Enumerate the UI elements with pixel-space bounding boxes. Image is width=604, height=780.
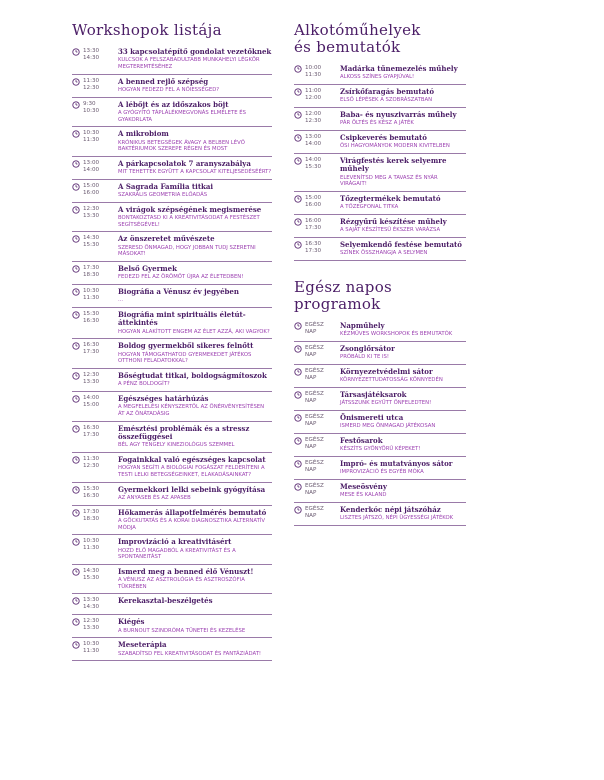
clock-icon <box>72 395 80 403</box>
schedule-entry <box>72 98 272 128</box>
entry-end-time: 11:30 <box>83 545 100 552</box>
right-column <box>294 22 466 526</box>
schedule-entry <box>294 365 466 388</box>
entry-description: A GYÓGYÍTÓ TÁPLÁLÉKMEGVONÁS ELMÉLETE ÉS GYAKORLATA <box>118 110 246 123</box>
schedule-entry <box>72 127 272 157</box>
clock-icon <box>294 65 302 73</box>
entry-title: Ismerd meg a benned élő Vénuszt! <box>118 566 254 576</box>
entry-time <box>294 88 340 102</box>
clock-icon <box>72 288 80 296</box>
clock-icon <box>72 641 80 649</box>
entry-time <box>72 206 118 220</box>
clock-icon <box>294 368 302 376</box>
workshops-demos-title: Alkotóműhelyek és bemutatók <box>294 21 421 56</box>
schedule-entry <box>294 480 466 503</box>
entry-title: Zsírkőfaragás bemutató <box>340 87 435 96</box>
clock-icon <box>294 506 302 514</box>
entry-description: KÖRNYEZETTUDATOSSÁG KÖNNYEDÉN <box>340 377 443 384</box>
entry-title: Kiégés <box>118 617 145 627</box>
entry-end-time: 10:30 <box>83 107 100 114</box>
entry-start-time: 13:30 <box>83 48 100 54</box>
entry-description: FEDEZD FEL AZ ÖRÖMÖT ÚJRA AZ ÉLETEDBEN! <box>118 274 244 281</box>
entry-start-time: 11:00 <box>305 88 322 94</box>
schedule-entry <box>72 453 272 483</box>
entry-start-time: 16:30 <box>305 241 322 247</box>
entry-description: ŐSI HAGYOMÁNYOK MODERN KIVITELBEN <box>340 143 450 150</box>
clock-icon <box>72 538 80 546</box>
clock-icon <box>294 157 302 165</box>
clock-icon <box>72 183 80 191</box>
clock-icon <box>72 160 80 168</box>
entry-description: A BURNOUT SZINDRÓMA TÜNETEI ÉS KEZELÉSE <box>118 627 246 634</box>
entry-start-time: 14:30 <box>83 567 100 574</box>
entry-description: BONTAKOZTASD KI A KREATIVITÁSODAT A FESTÉSZET SEGÍTSÉGÉVEL! <box>118 215 260 228</box>
entry-title: A párkapcsolatok 7 aranyszabálya <box>118 158 251 168</box>
entry-description: A GÖCKUTATÁS ÉS A KORAI DIAGNOSZTIKA ALTERNATÍV MÓDJA <box>118 517 265 531</box>
entry-title: Belső Gyermek <box>118 263 177 273</box>
entry-time <box>72 235 118 249</box>
schedule-entry <box>72 157 272 180</box>
entry-time <box>294 414 340 428</box>
entry-title: Önismereti utca <box>340 413 404 422</box>
entry-title: Az önszeretet művészete <box>118 234 215 244</box>
schedule-entry <box>72 422 272 453</box>
entry-start-time: 14:00 <box>305 157 322 163</box>
entry-end-time: NAP <box>305 352 317 358</box>
clock-icon <box>294 391 302 399</box>
entry-start-time: 11:30 <box>83 77 100 84</box>
schedule-entry <box>294 192 466 215</box>
entry-title: Biográfia mint spirituális életút-áttekintés <box>118 309 246 328</box>
entry-title: Napműhely <box>340 321 385 330</box>
entry-description: A PÉNZ BOLDOGÍT? <box>118 381 170 388</box>
entry-title: Impró- és mutatványos sátor <box>340 459 453 468</box>
schedule-entry <box>72 638 272 661</box>
schedule-entry <box>72 75 272 98</box>
clock-icon <box>294 134 302 142</box>
entry-start-time: EGÉSZ <box>305 483 324 489</box>
schedule-entry <box>72 339 272 369</box>
entry-start-time: EGÉSZ <box>305 460 324 466</box>
entry-end-time: NAP <box>305 375 317 381</box>
entry-title: Egészséges határhúzás <box>118 393 209 403</box>
entry-description: ISMERD MEG ÖNMAGAD JÁTÉKOSAN <box>340 423 436 430</box>
entry-title: Virágfestés kerek selyemre műhely <box>340 156 447 174</box>
entry-start-time: EGÉSZ <box>305 368 324 374</box>
entry-end-time: 14:30 <box>83 604 100 611</box>
entry-title: Környezetvédelmi sátor <box>340 367 433 376</box>
clock-icon <box>72 597 80 605</box>
entry-end-time: 17:30 <box>305 225 322 231</box>
entry-description: HOGYAN ALAKÍTOTT ENGEM AZ ÉLET AZZÁ, AKI VAGYOK? <box>118 328 270 335</box>
entry-end-time: 11:30 <box>305 72 322 78</box>
entry-start-time: 10:30 <box>83 130 100 137</box>
entry-time <box>72 641 118 655</box>
entry-end-time: 14:00 <box>83 166 100 173</box>
schedule-entry <box>72 369 272 392</box>
entry-description: PRÓBÁLD KI TE IS! <box>340 354 390 361</box>
entry-time <box>72 130 118 144</box>
clock-icon <box>294 345 302 353</box>
entry-time <box>294 195 340 209</box>
clock-icon <box>294 460 302 468</box>
schedule-entry <box>294 85 466 108</box>
clock-icon <box>294 322 302 330</box>
entry-start-time: EGÉSZ <box>305 414 324 420</box>
schedule-entry <box>294 238 466 261</box>
clock-icon <box>72 618 80 626</box>
entry-time <box>72 425 118 439</box>
entry-start-time: 10:30 <box>83 641 100 648</box>
entry-time <box>72 183 118 197</box>
schedule-entry <box>72 308 272 339</box>
schedule-entry <box>294 131 466 154</box>
clock-icon <box>72 372 80 380</box>
entry-description: SZAKRÁLIS GEOMETRIA ELŐADÁS <box>118 192 208 199</box>
workshops-demos-list <box>294 62 466 261</box>
clock-icon <box>72 78 80 86</box>
entry-title: Fogainkkal való egészséges kapcsolat <box>118 454 266 464</box>
clock-icon <box>294 483 302 491</box>
entry-title: 33 kapcsolatépítő gondolat vezetőknek <box>118 47 272 56</box>
entry-end-time: 14:30 <box>83 55 100 61</box>
entry-start-time: 9:30 <box>83 100 96 107</box>
clock-icon <box>72 568 80 576</box>
clock-icon <box>72 425 80 433</box>
entry-start-time: 15:30 <box>83 485 100 492</box>
entry-time <box>294 322 340 336</box>
entry-end-time: 15:30 <box>83 242 100 249</box>
entry-start-time: 12:30 <box>83 205 100 212</box>
entry-title: Kenderkóc népi játszóház <box>340 505 441 514</box>
entry-end-time: NAP <box>305 467 317 473</box>
schedule-entry <box>72 565 272 595</box>
entry-end-time: 13:30 <box>83 378 100 385</box>
entry-description: MESE ÉS KALAND <box>340 492 387 499</box>
entry-description: PÁR ÖLTÉS ÉS KÉSZ A JÁTÉK <box>340 120 414 127</box>
schedule-entry <box>294 411 466 434</box>
entry-end-time: 18:30 <box>83 515 100 522</box>
entry-time <box>294 111 340 125</box>
entry-time <box>72 568 118 582</box>
entry-title: A lébőjt és az időszakos böjt <box>118 99 229 109</box>
entry-description: ALKOSS SZÍNES GYAPJÚVAL! <box>340 74 415 81</box>
entry-end-time: 15:30 <box>305 164 322 170</box>
entry-start-time: 10:30 <box>83 287 100 294</box>
clock-icon <box>294 437 302 445</box>
entry-description: HOZD ELŐ MAGADBÓL A KREATIVITÁST ÉS A SPONTANEITÁST <box>118 547 236 561</box>
schedule-entry <box>72 45 272 75</box>
entry-time <box>294 65 340 79</box>
entry-time <box>294 437 340 451</box>
entry-description: HOGYAN SEGÍTI A BIOLÓGIAI FOGÁSZAT FELDERÍTENI A TESTI LELKI BETEGSÉGEINKET, ELAKADÁSAINKAT? <box>118 465 265 478</box>
entry-start-time: 17:30 <box>83 508 100 515</box>
entry-end-time: NAP <box>305 398 317 404</box>
entry-description: IMPROVIZÁCIÓ ÉS EGYÉB MÓKA <box>340 469 424 476</box>
entry-end-time: 14:00 <box>305 141 322 147</box>
entry-start-time: 13:30 <box>83 597 100 604</box>
entry-start-time: 10:00 <box>305 65 322 71</box>
entry-time <box>72 288 118 302</box>
clock-icon <box>72 265 80 273</box>
entry-end-time: 15:30 <box>83 574 100 581</box>
entry-end-time: NAP <box>305 490 317 496</box>
entry-time <box>294 134 340 148</box>
entry-description: BÉL AGY TENGELY KINEZIOLÓGUS SZEMMEL <box>118 442 235 449</box>
entry-time <box>72 456 118 470</box>
entry-end-time: 11:30 <box>83 294 100 301</box>
entry-time <box>72 395 118 409</box>
entry-start-time: 16:30 <box>83 424 100 431</box>
entry-start-time: EGÉSZ <box>305 506 324 512</box>
entry-description: JÁTSSZUNK EGYÜTT ÖNFELEDTEN! <box>340 400 432 407</box>
all-day-programs-title: Egész napos programok <box>294 278 393 313</box>
entry-start-time: 13:00 <box>305 134 322 140</box>
schedule-entry <box>294 215 466 238</box>
entry-title: Boldog gyermekből sikeres felnőtt <box>118 341 254 351</box>
entry-description: ELSŐ LÉPÉSEK A SZOBRÁSZATBAN <box>340 97 433 104</box>
entry-description: AZ ANYASEB ÉS AZ APASEB <box>118 494 191 501</box>
entry-time <box>72 78 118 92</box>
entry-start-time: 15:30 <box>83 310 100 317</box>
schedule-entry <box>72 203 272 233</box>
entry-end-time: 16:00 <box>305 202 322 208</box>
entry-end-time: NAP <box>305 513 317 519</box>
entry-end-time: 18:30 <box>83 271 100 278</box>
schedule-entry <box>294 154 466 192</box>
entry-end-time: 16:30 <box>83 317 100 324</box>
entry-start-time: EGÉSZ <box>305 345 324 351</box>
entry-title: Gyermekkori lelki sebeink gyógyítása <box>118 484 266 494</box>
entry-time <box>72 486 118 500</box>
entry-description: SZÍNEK ÖSSZHANGJA A SELYMEN <box>340 250 428 257</box>
schedule-entry <box>294 457 466 480</box>
entry-description: KULCSOK A FELSZABADULTABB MUNKAHELYI LÉGKÖR MEGTEREMTÉSÉHEZ <box>118 57 260 70</box>
entry-end-time: 12:30 <box>83 84 100 91</box>
entry-end-time: 16:00 <box>83 189 100 196</box>
schedule-entry <box>72 232 272 262</box>
entry-title: Madárka tűnemezelés műhely <box>340 64 458 73</box>
entry-time <box>294 483 340 497</box>
entry-start-time: 12:30 <box>83 618 100 625</box>
entry-time <box>72 342 118 356</box>
entry-end-time: 17:30 <box>83 349 100 356</box>
clock-icon <box>72 311 80 319</box>
schedule-entry <box>72 180 272 203</box>
entry-description: KRÓNIKUS BETEGSÉGEK ÁVAGY A BELBEN LÉVŐ BAKTÉRIUMOK SZEREPE RÉGEN ÉS MOST <box>118 139 245 153</box>
clock-icon <box>294 88 302 96</box>
clock-icon <box>72 235 80 243</box>
entry-title: Tőzegtermékek bemutató <box>340 194 441 203</box>
entry-title: Improvizáció a kreativitásért <box>118 537 232 547</box>
entry-title: Rézgyűrű készítése műhely <box>340 217 447 226</box>
entry-start-time: 11:30 <box>83 455 100 462</box>
entry-description: LISZTES JÁTSZÓ, NÉPI ÜGYESSÉGI JÁTÉKOK <box>340 515 454 522</box>
entry-end-time: 12:30 <box>83 462 100 469</box>
schedule-entry <box>72 594 272 615</box>
entry-start-time: 10:30 <box>83 538 100 545</box>
entry-start-time: 16:30 <box>83 342 100 349</box>
clock-icon <box>294 414 302 422</box>
clock-icon <box>72 342 80 350</box>
entry-title: Biográfia a Vénusz év jegyében <box>118 286 239 296</box>
entry-end-time: NAP <box>305 329 317 335</box>
clock-icon <box>72 509 80 517</box>
workshop-list <box>72 45 272 661</box>
entry-time <box>294 157 340 171</box>
entry-end-time: 17:30 <box>305 248 322 254</box>
entry-description: ... <box>118 297 124 304</box>
schedule-entry <box>72 615 272 638</box>
entry-time <box>72 311 118 325</box>
entry-title: Hőkamerás állapotfelmérés bemutató <box>118 507 267 517</box>
schedule-entry <box>294 108 466 131</box>
entry-title: Festősarok <box>340 436 383 445</box>
entry-time <box>72 597 118 611</box>
clock-icon <box>72 101 80 109</box>
entry-start-time: EGÉSZ <box>305 437 324 443</box>
entry-title: Meseterápia <box>118 640 167 650</box>
entry-time <box>72 618 118 632</box>
entry-start-time: 12:30 <box>83 371 100 378</box>
entry-title: A Sagrada Família titkai <box>118 181 214 191</box>
schedule-entry <box>72 262 272 285</box>
entry-title: Baba- és nyuszivarrás műhely <box>340 110 457 119</box>
clock-icon <box>72 456 80 464</box>
schedule-entry <box>294 342 466 365</box>
entry-start-time: 17:30 <box>83 264 100 271</box>
entry-description: A MEGFELELÉSI KÉNYSZERTŐL AZ ÖNÉRVÉNYESÍTÉSEN ÁT AZ ÖNÁTADÁSIG <box>118 404 265 417</box>
schedule-entry <box>72 506 272 536</box>
entry-description: ELEVENÍTSD MEG A TAVASZ ÉS NYÁR VIRÁGAIT! <box>340 174 438 188</box>
entry-description: MIT TEHETTEK EGYÜTT A KAPCSOLAT KITELJESEDÉSÉÉRT? <box>118 169 272 176</box>
entry-end-time: 13:30 <box>83 212 100 219</box>
entry-time <box>294 218 340 232</box>
clock-icon <box>72 48 80 56</box>
entry-time <box>72 538 118 552</box>
entry-start-time: 13:00 <box>83 159 100 166</box>
entry-start-time: 16:00 <box>305 218 322 224</box>
entry-time <box>294 460 340 474</box>
clock-icon <box>72 130 80 138</box>
entry-end-time: 16:30 <box>83 492 100 499</box>
entry-description: KÉSZÍTS GYÖNYÖRŰ KÉPEKET! <box>340 446 421 453</box>
entry-start-time: 14:00 <box>83 394 100 401</box>
clock-icon <box>294 241 302 249</box>
entry-end-time: 17:30 <box>83 431 100 438</box>
entry-start-time: EGÉSZ <box>305 322 324 328</box>
entry-start-time: 14:30 <box>83 235 100 242</box>
all-day-programs-list <box>294 319 466 526</box>
entry-description: A TŐZEGFONAL TITKA <box>340 204 399 211</box>
entry-time <box>294 391 340 405</box>
entry-start-time: 15:00 <box>83 182 100 189</box>
workshop-column <box>72 22 272 661</box>
entry-time <box>294 345 340 359</box>
entry-description: SZERESD ÖNMAGAD, HOGY JOBBAN TUDJ SZERETNI MÁSOKAT! <box>118 244 256 258</box>
entry-title: Társasjátéksarok <box>340 390 407 399</box>
entry-time <box>294 506 340 520</box>
entry-title: Csipkeverés bemutató <box>340 133 427 142</box>
entry-description: A SAJÁT KÉSZÍTESŰ ÉKSZER VARÁZSA <box>340 227 441 234</box>
entry-description: SZABADÍTSD FEL KREATIVITÁSODAT ÉS FANTÁZIÁDAT! <box>118 650 262 657</box>
entry-time <box>72 160 118 174</box>
entry-time <box>72 372 118 386</box>
schedule-entry <box>72 392 272 422</box>
workshop-list-title: Workshopok listája <box>72 21 222 39</box>
entry-title: A mikrobiom <box>118 129 169 139</box>
clock-icon <box>294 195 302 203</box>
entry-title: A benned rejlő szépség <box>118 76 209 86</box>
entry-time <box>294 241 340 255</box>
clock-icon <box>294 111 302 119</box>
entry-title: Kerekasztal-beszélgetés <box>118 596 213 606</box>
entry-description: A VÉNUSZ AZ ASZTROLÓGIA ÉS ASZTROSZÓFIA TÜKRÉBEN <box>118 577 245 590</box>
entry-end-time: 11:30 <box>83 137 100 144</box>
entry-end-time: NAP <box>305 444 317 450</box>
entry-description: KÉZMŰVES WORKSHOPOK ÉS BEMUTATÓK <box>340 331 453 338</box>
entry-title: Meseösvény <box>340 482 387 491</box>
entry-title: Zsonglőrsátor <box>340 344 395 353</box>
entry-end-time: 11:30 <box>83 648 100 655</box>
schedule-entry <box>294 319 466 342</box>
entry-start-time: 12:00 <box>305 111 322 117</box>
entry-start-time: 15:00 <box>305 195 322 201</box>
entry-end-time: 12:30 <box>305 118 322 124</box>
entry-end-time: 15:00 <box>83 401 100 408</box>
entry-time <box>72 101 118 115</box>
entry-description: HOGYAN FEDEZD FEL A NŐIESSÉGED? <box>118 87 220 93</box>
schedule-entry <box>72 535 272 565</box>
schedule-entry <box>294 503 466 526</box>
schedule-entry <box>294 434 466 457</box>
entry-start-time: EGÉSZ <box>305 391 324 397</box>
schedule-entry <box>72 285 272 308</box>
entry-title: A virágok szépségének megismerése <box>118 204 262 214</box>
entry-description: HOGYAN TÁMOGATHATOD GYERMEKEDET JÁTÉKOS OTTHONI FELADATOKKAL? <box>118 351 252 365</box>
schedule-entry <box>294 388 466 411</box>
entry-title: Selyemkendő festése bemutató <box>340 240 462 249</box>
entry-time <box>72 265 118 279</box>
schedule-entry <box>294 62 466 85</box>
entry-time <box>72 509 118 523</box>
entry-title: Emésztési problémák és a stressz összefüggései <box>118 423 250 441</box>
entry-end-time: 13:30 <box>83 625 100 632</box>
entry-time <box>72 48 118 62</box>
entry-title: Bőségtudat titkai, boldogságmítoszok <box>118 370 267 380</box>
schedule-entry <box>72 483 272 506</box>
clock-icon <box>72 486 80 494</box>
entry-end-time: NAP <box>305 421 317 427</box>
entry-time <box>294 368 340 382</box>
clock-icon <box>72 206 80 214</box>
clock-icon <box>294 218 302 226</box>
entry-end-time: 12:00 <box>305 95 322 101</box>
